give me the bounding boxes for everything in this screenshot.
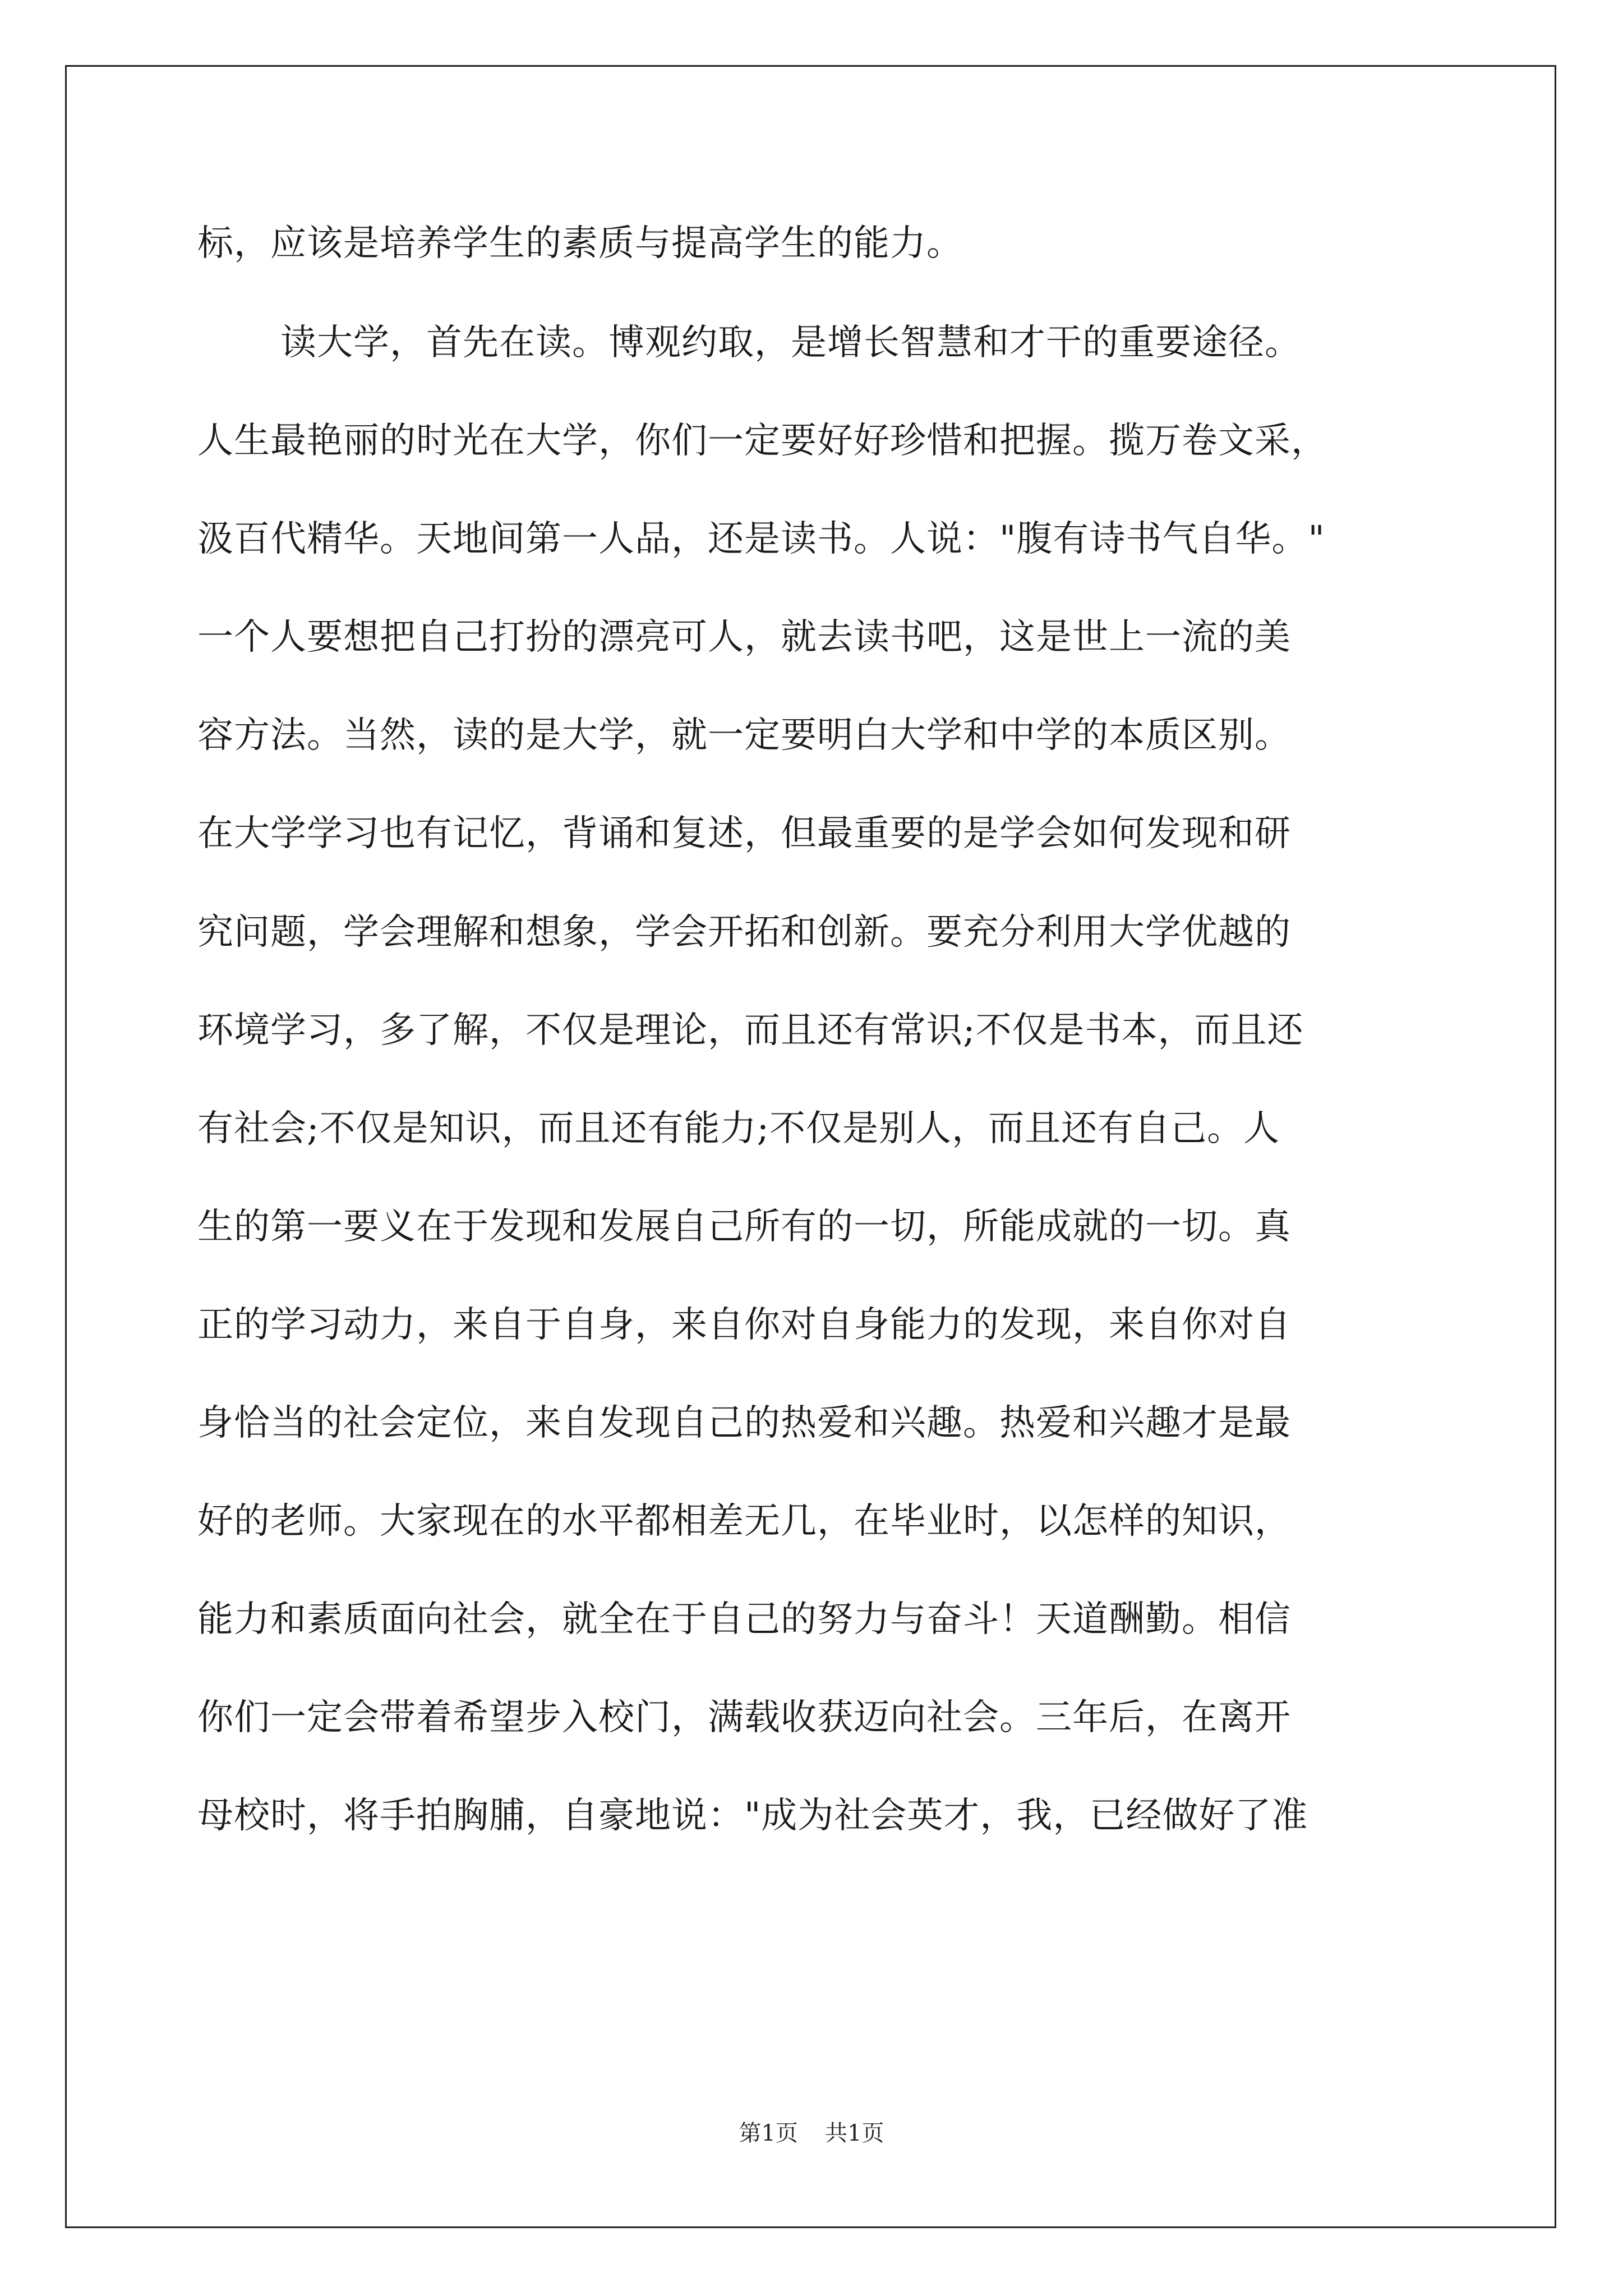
page-footer bbox=[0, 2119, 1623, 2147]
body-line: 在大学学习也有记忆，背诵和复述，但最重要的是学会如何发现和研 bbox=[197, 813, 1291, 854]
body-line: 正的学习动力，来自于自身，来自你对自身能力的发现，来自你对自 bbox=[197, 1304, 1291, 1346]
body-line: 人生最艳丽的时光在大学，你们一定要好好珍惜和把握。揽万卷文采， bbox=[197, 420, 1327, 462]
page-number: 第1页 bbox=[739, 2120, 798, 2146]
body-line: 有社会;不仅是知识，而且还有能力;不仅是别人，而且还有自己。人 bbox=[197, 1108, 1280, 1149]
body-line: 环境学习，多了解，不仅是理论，而且还有常识;不仅是书本，而且还 bbox=[197, 1010, 1304, 1051]
paragraph-first-line: 读大学，首先在读。博观约取，是增长智慧和才干的重要途径。 bbox=[280, 322, 1301, 364]
page-total: 共1页 bbox=[825, 2120, 884, 2146]
body-line: 你们一定会带着希望步入校门，满载收获迈向社会。三年后，在离开 bbox=[197, 1697, 1291, 1738]
body-line: 究问题，学会理解和想象，学会开拓和创新。要充分利用大学优越的 bbox=[197, 912, 1291, 953]
body-line: 身恰当的社会定位，来自发现自己的热爱和兴趣。热爱和兴趣才是最 bbox=[197, 1402, 1291, 1444]
body-line: 汲百代精华。天地间第一人品，还是读书。人说："腹有诗书气自华。" bbox=[197, 518, 1325, 560]
body-line: 标，应该是培养学生的素质与提高学生的能力。 bbox=[197, 223, 963, 264]
body-line: 容方法。当然，读的是大学，就一定要明白大学和中学的本质区别。 bbox=[197, 715, 1291, 756]
body-line: 一个人要想把自己打扮的漂亮可人，就去读书吧，这是世上一流的美 bbox=[197, 616, 1291, 658]
body-line: 生的第一要义在于发现和发展自己所有的一切，所能成就的一切。真 bbox=[197, 1206, 1291, 1248]
body-line: 好的老师。大家现在的水平都相差无几，在毕业时，以怎样的知识， bbox=[197, 1501, 1291, 1542]
body-line: 能力和素质面向社会，就全在于自己的努力与奋斗！天道酬勤。相信 bbox=[197, 1599, 1291, 1640]
body-line: 母校时，将手拍胸脯，自豪地说："成为社会英才，我，已经做好了准 bbox=[197, 1795, 1308, 1837]
